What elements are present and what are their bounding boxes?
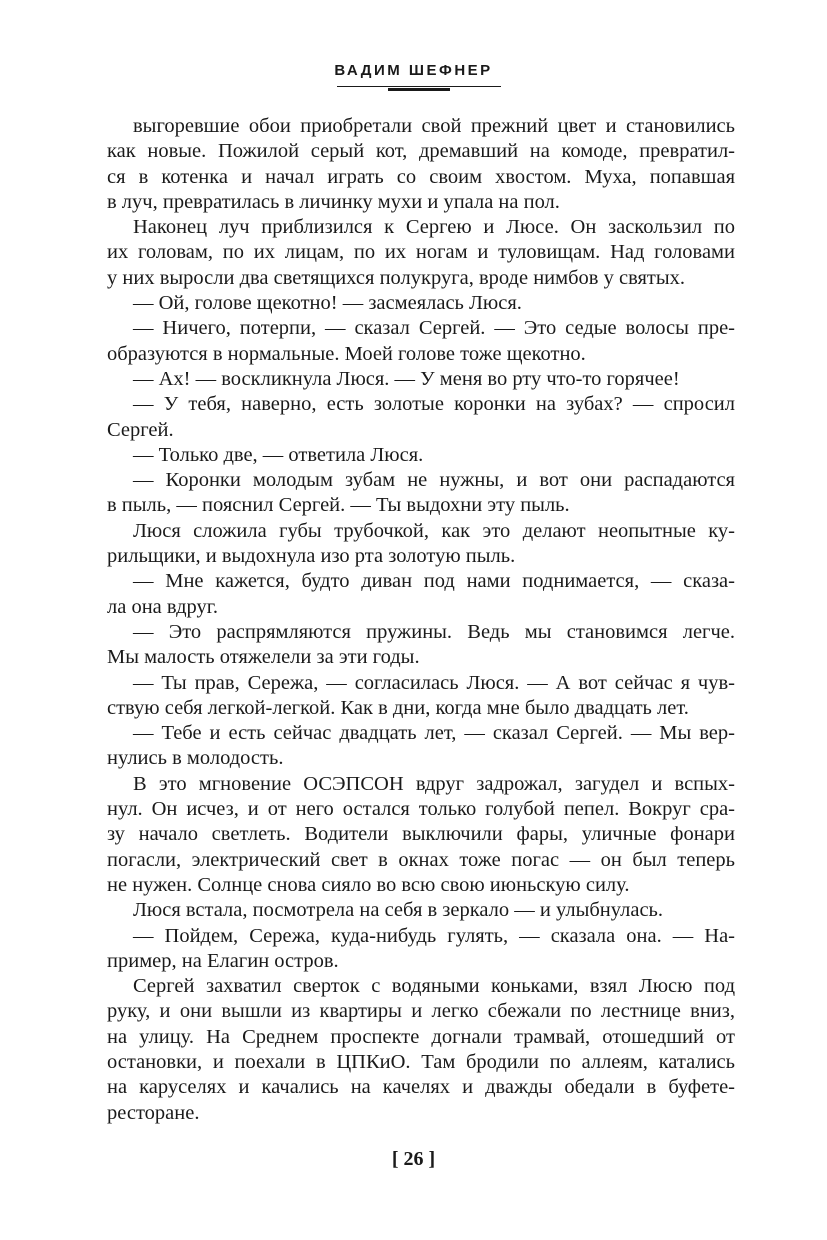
paragraph xyxy=(107,721,735,772)
paragraph xyxy=(107,443,735,468)
text-line: — Ах! — воскликнула Люся. — У меня во рту что-то горячее! xyxy=(133,367,680,390)
page-number: [ 26 ] xyxy=(391,1148,436,1170)
text-line: Люся встала, посмотрела на себя в зеркало — и улыбнулась. xyxy=(133,899,664,922)
text-line: — Тебе и есть сейчас двадцать лет, — сказал Сергей. — Мы вер- xyxy=(133,722,735,745)
text-line: Сергей захватил сверток с водяными коньками, взял Люсю под xyxy=(133,975,735,998)
text-line: Сергей. xyxy=(107,418,174,441)
text-line: пример, на Елагин остров. xyxy=(107,949,339,972)
paragraph xyxy=(107,468,735,519)
paragraph xyxy=(107,569,735,620)
text-line: у них выросли два светящихся полукруга, вроде нимбов у святых. xyxy=(107,266,686,289)
text-line: образуются в нормальные. Моей голове тоже щекотно. xyxy=(107,342,586,365)
paragraph xyxy=(107,519,735,570)
text-line: ла она вдруг. xyxy=(107,595,218,618)
paragraph xyxy=(107,974,735,1126)
text-line: их головам, по их лицам, по их ногам и туловищам. Над головами xyxy=(107,241,735,264)
paragraph xyxy=(107,367,735,392)
text-line: — Пойдем, Сережа, куда-нибудь гулять, — сказала она. — На- xyxy=(133,924,735,947)
paragraph xyxy=(107,924,735,975)
paragraph xyxy=(107,772,735,898)
text-line: — Это распрямляются пружины. Ведь мы становимся легче. xyxy=(133,620,735,643)
text-line: рильщики, и выдохнула изо рта золотую пыль. xyxy=(107,545,516,568)
text-line: нул. Он исчез, и от него остался только голубой пепел. Вокруг сра- xyxy=(107,798,735,821)
text-line: — Только две, — ответила Люся. xyxy=(133,443,424,466)
text-line: в пыль, — пояснил Сергей. — Ты выдохни эту пыль. xyxy=(107,494,570,517)
text-line: нулись в молодость. xyxy=(107,747,284,770)
text-line: Мы малость отяжелели за эти годы. xyxy=(107,646,420,669)
text-line: руку, и они вышли из квартиры и легко сбежали по лестнице вниз, xyxy=(107,1000,735,1023)
paragraph xyxy=(107,291,735,316)
paragraph xyxy=(107,316,735,367)
text-line: выгоревшие обои приобретали свой прежний цвет и становились xyxy=(133,115,735,137)
text-line: — Ой, голове щекотно! — засмеялась Люся. xyxy=(133,292,522,315)
running-head: ВАДИМ ШЕФНЕР xyxy=(334,62,493,79)
paragraph xyxy=(107,114,735,215)
text-line: — У тебя, наверно, есть золотые коронки на зубах? — спросил xyxy=(133,393,735,416)
text-line: не нужен. Солнце снова сияло во всю свою июньскую силу. xyxy=(107,873,630,896)
body-text xyxy=(107,114,735,1126)
paragraph xyxy=(107,898,735,923)
text-line: В это мгновение ОСЭПСОН вдруг задрожал, загудел и вспых- xyxy=(133,772,735,795)
text-line: в луч, превратилась в личинку мухи и упала на пол. xyxy=(107,190,560,213)
text-line: ся в котенка и начал играть со своим хвостом. Муха, попавшая xyxy=(107,165,735,188)
paragraph xyxy=(107,215,735,291)
header-rule-thin xyxy=(337,86,501,87)
text-line: — Мне кажется, будто диван под нами поднимается, — сказа- xyxy=(133,570,735,593)
text-line: — Ты прав, Сережа, — согласилась Люся. — А вот сейчас я чув- xyxy=(133,671,735,694)
text-line: остановки, и поехали в ЦПКиО. Там бродили по аллеям, катались xyxy=(107,1050,735,1073)
text-line: зу начало светлеть. Водители выключили фары, уличные фонари xyxy=(107,823,735,846)
text-line: Наконец луч приблизился к Сергею и Люсе. Он заскользил по xyxy=(133,216,735,239)
paragraph xyxy=(107,392,735,443)
text-line: на улицу. На Среднем проспекте догнали трамвай, отошедший от xyxy=(107,1025,735,1048)
paragraph xyxy=(107,671,735,722)
text-line: — Коронки молодым зубам не нужны, и вот они распадаются xyxy=(133,469,735,492)
text-line: ресторане. xyxy=(107,1101,200,1124)
header-rule-thick xyxy=(388,88,450,91)
text-line: — Ничего, потерпи, — сказал Сергей. — Это седые волосы пре- xyxy=(133,317,735,340)
text-line: ствую себя легкой-легкой. Как в дни, когда мне было двадцать лет. xyxy=(107,696,689,719)
text-line: Люся сложила губы трубочкой, как это делают неопытные ку- xyxy=(133,519,735,542)
paragraph xyxy=(107,620,735,671)
text-line: на каруселях и качались на качелях и дважды обедали в буфете- xyxy=(107,1076,735,1099)
text-line: погасли, электрический свет в окнах тоже погас — он был теперь xyxy=(107,848,735,871)
text-line: как новые. Пожилой серый кот, дремавший на комоде, превратил- xyxy=(107,140,735,163)
